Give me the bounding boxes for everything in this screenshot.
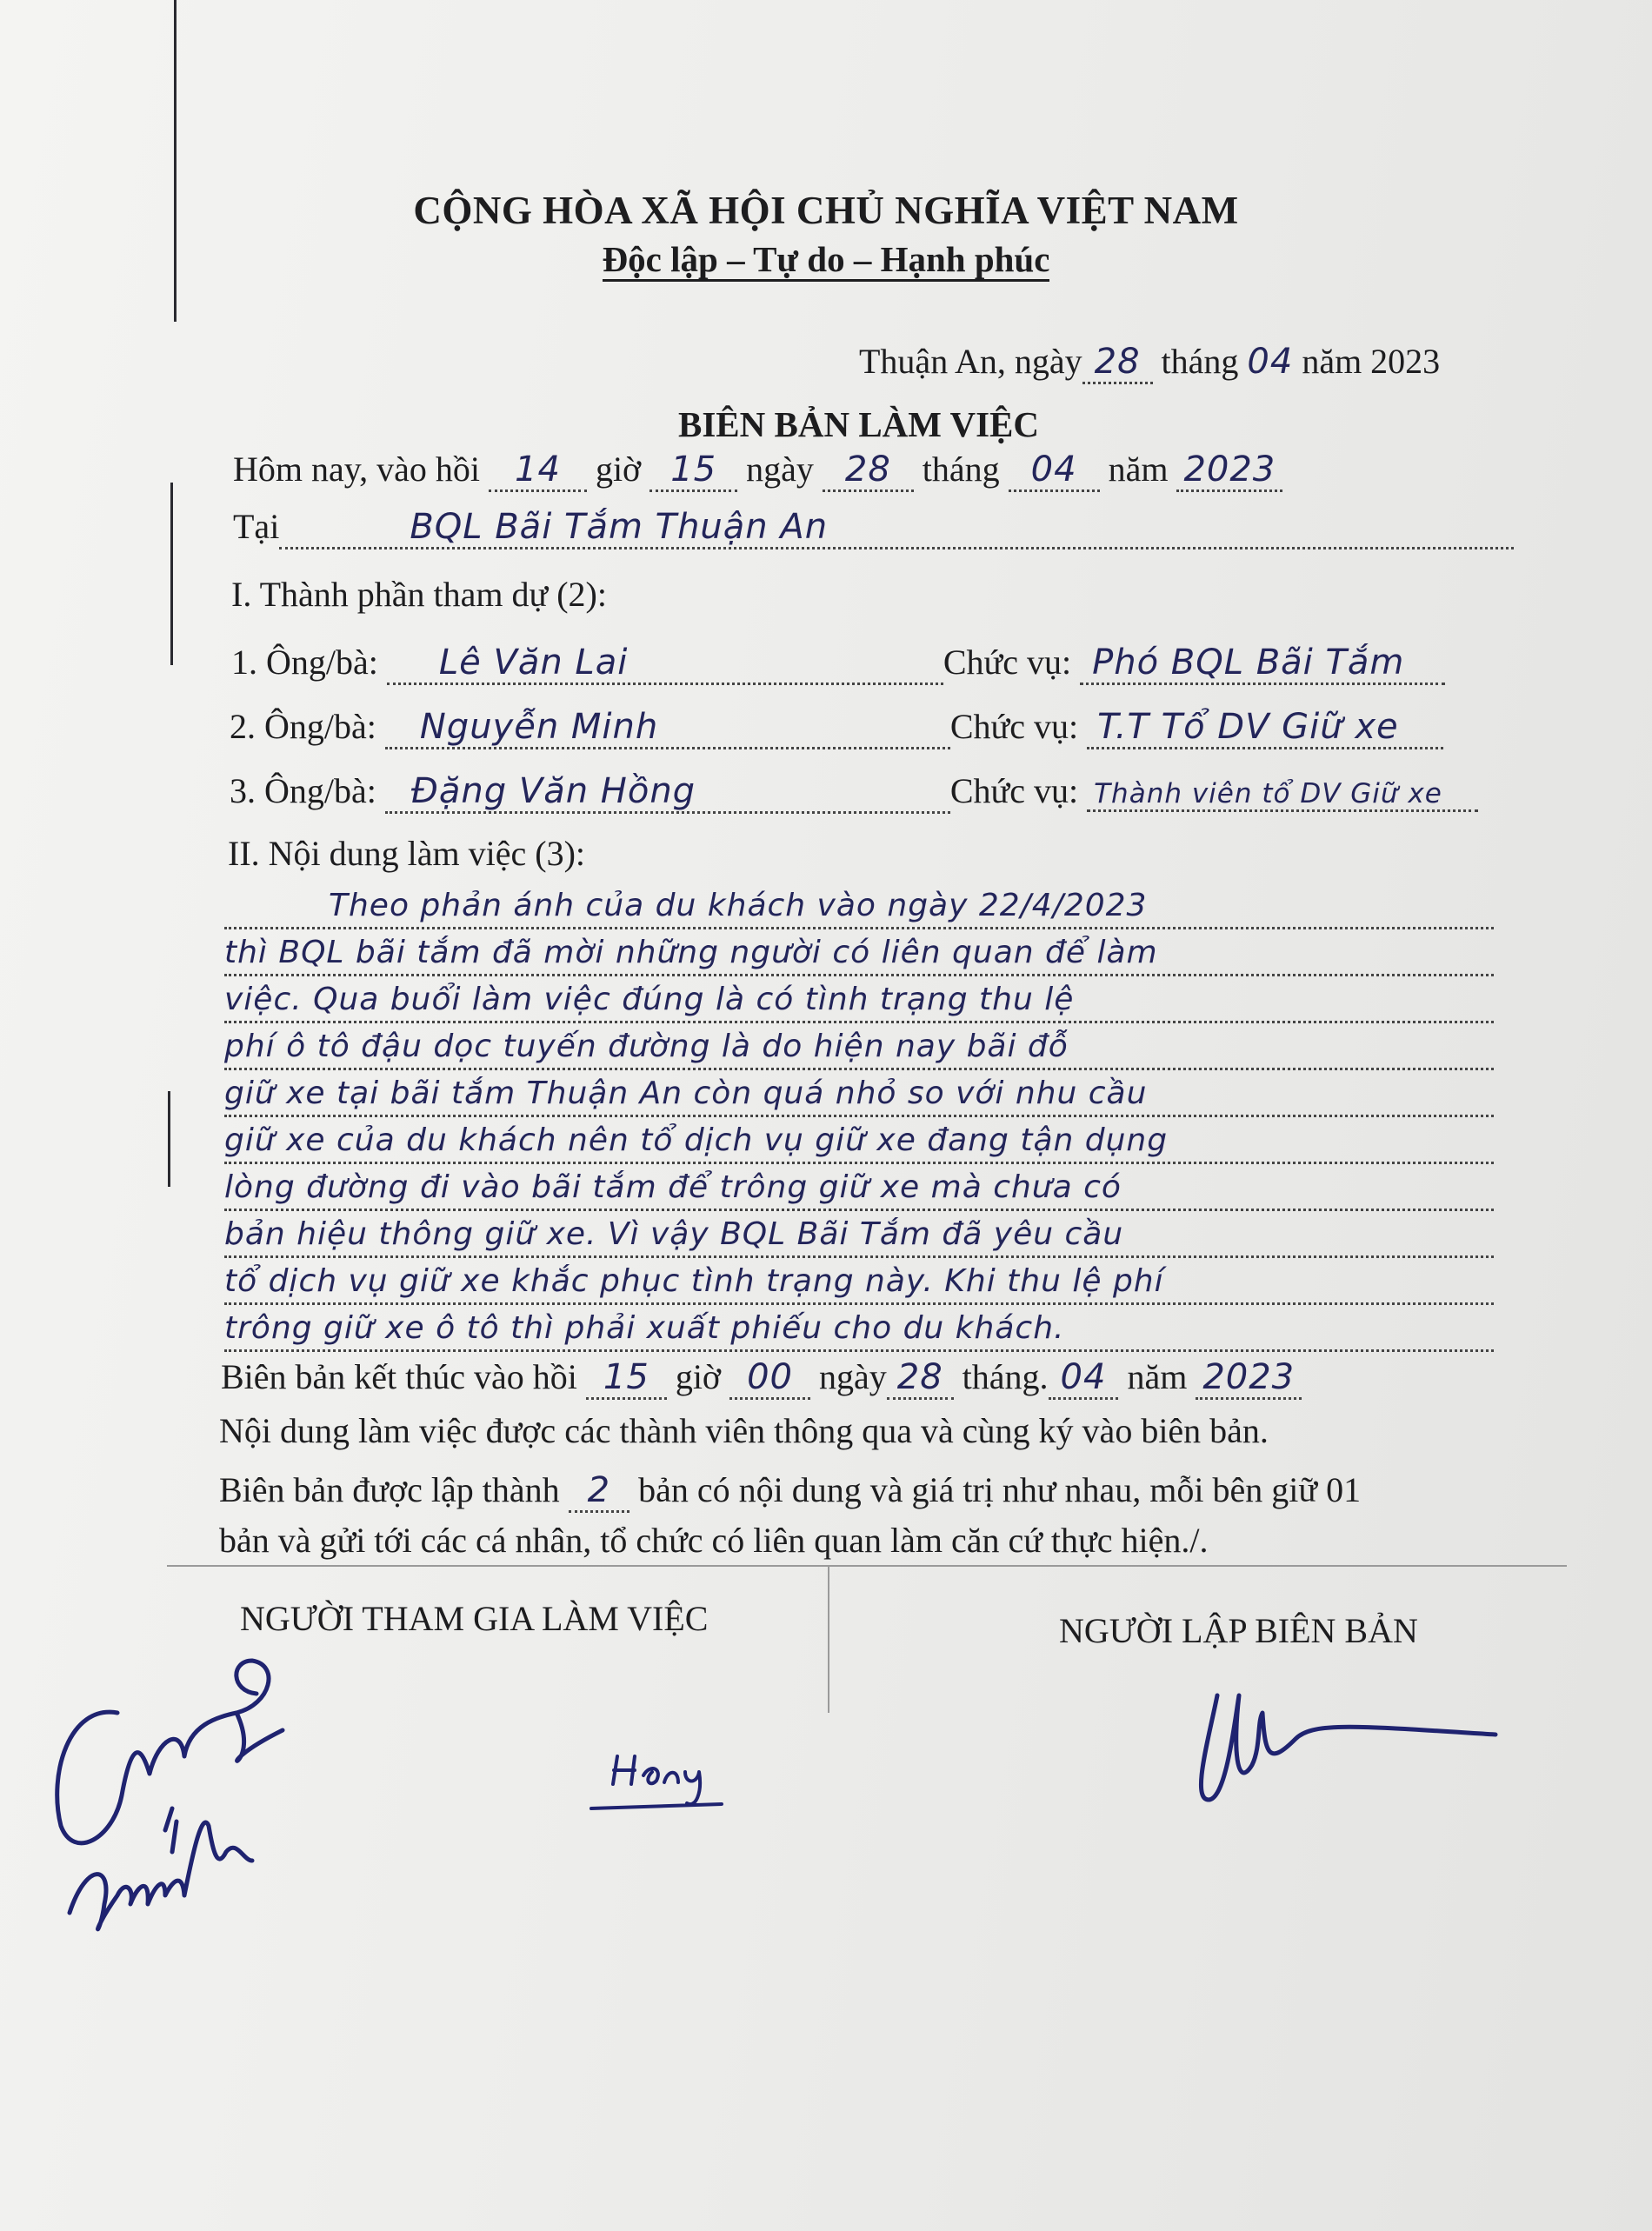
content-text: phí ô tô đậu dọc tuyến đường là do hiện nay bãi đỗ <box>224 1029 1069 1064</box>
closing-month: 04 <box>1049 1357 1119 1400</box>
country-header: CỘNG HÒA XÃ HỘI CHỦ NGHĨA VIỆT NAM <box>413 189 1239 232</box>
content-line <box>224 1215 1494 1258</box>
opening-day: 28 <box>823 450 914 492</box>
content-text: giữ xe của du khách nên tổ dịch vụ giữ xe đang tận dụng <box>224 1122 1169 1158</box>
date-prefix: Thuận An, ngày <box>859 342 1082 381</box>
opening-hour: 14 <box>489 450 587 492</box>
participant-label: 1. Ông/bà: <box>231 643 378 682</box>
participant-role: T.T Tổ DV Giữ xe <box>1087 707 1443 749</box>
content-text: Theo phản ánh của du khách vào ngày 22/4/2023 <box>329 888 1148 923</box>
signature-dang-van-hong <box>548 1730 861 1939</box>
opening-line <box>233 449 1282 492</box>
motto-text: Độc lập – Tự do – Hạnh phúc <box>603 239 1050 282</box>
participant-role: Phó BQL Bãi Tắm <box>1080 643 1445 685</box>
participant-role-label: Chức vụ: <box>949 707 1079 746</box>
content-text: giữ xe tại bãi tắm Thuận An còn quá nhỏ so với nhu cầu <box>224 1076 1148 1111</box>
opening-year: 2023 <box>1176 450 1282 492</box>
participant-role-label: Chức vụ: <box>949 771 1079 810</box>
copies-prefix: Biên bản được lập thành <box>219 1470 560 1509</box>
content-line <box>224 1028 1494 1070</box>
closing-prefix: Biên bản kết thúc vào hồi <box>221 1357 577 1396</box>
date-month-label: tháng <box>1161 342 1239 381</box>
signature-le-van-lai <box>1165 1669 1530 1861</box>
opening-month-label: tháng <box>922 450 1000 489</box>
margin-rule-upper <box>170 483 173 665</box>
participant-row <box>230 770 1478 814</box>
margin-rule-lower <box>168 1091 170 1187</box>
closing-hour: 15 <box>586 1357 667 1400</box>
content-line <box>224 1309 1494 1352</box>
date-month: 04 <box>1247 342 1294 382</box>
approval-line: Nội dung làm việc được các thành viên thông qua và cùng ký vào biên bản. <box>219 1411 1269 1450</box>
closing-line <box>221 1356 1302 1400</box>
participant-name: Lê Văn Lai <box>387 643 943 685</box>
participant-row <box>231 642 1445 685</box>
content-text: lòng đường đi vào bãi tắm để trông giữ xe mà chưa có <box>224 1169 1122 1205</box>
motto-header <box>0 238 1652 280</box>
content-text: bản hiệu thông giữ xe. Vì vậy BQL Bãi Tắm đã yêu cầu <box>224 1216 1124 1252</box>
copies-line <box>219 1469 1361 1513</box>
closing-hour-label: giờ <box>675 1357 722 1396</box>
content-line <box>224 981 1494 1023</box>
closing-year-label: năm <box>1127 1357 1188 1396</box>
signature-nguyen-minh <box>35 1643 348 1974</box>
participant-row <box>230 706 1443 749</box>
left-signature-heading: NGƯỜI THAM GIA LÀM VIỆC <box>240 1599 709 1638</box>
closing-day-label: ngày <box>818 1357 887 1396</box>
content-line <box>224 1075 1494 1117</box>
closing-month-label: tháng. <box>962 1357 1049 1396</box>
signature-column-divider <box>828 1565 829 1713</box>
location-value: BQL Bãi Tắm Thuận An <box>279 507 1514 549</box>
date-line <box>859 341 1440 384</box>
participant-label: 3. Ông/bà: <box>230 771 376 810</box>
opening-year-label: năm <box>1108 450 1169 489</box>
content-text: việc. Qua buổi làm việc đúng là có tình trạng thu lệ <box>224 982 1075 1017</box>
content-line <box>224 887 1494 929</box>
document-title: BIÊN BẢN LÀM VIỆC <box>678 404 1040 444</box>
participant-role-label: Chức vụ: <box>943 643 1072 682</box>
opening-prefix: Hôm nay, vào hồi <box>233 450 481 489</box>
participants-heading: I. Thành phần tham dự (2): <box>231 575 607 614</box>
closing-day: 28 <box>887 1357 954 1400</box>
content-heading: II. Nội dung làm việc (3): <box>228 834 585 873</box>
location-label: Tại <box>233 507 280 546</box>
copies-line-2: bản và gửi tới các cá nhân, tổ chức có liên quan làm căn cứ thực hiện./. <box>219 1521 1209 1560</box>
participant-role: Thành viên tổ DV Giữ xe <box>1087 778 1478 812</box>
date-year-label: năm 2023 <box>1302 342 1441 381</box>
content-text: thì BQL bãi tắm đã mời những người có liên quan để làm <box>224 935 1158 970</box>
location-line <box>233 506 1514 549</box>
content-line <box>224 1169 1494 1211</box>
closing-year: 2023 <box>1196 1357 1302 1400</box>
date-day: 28 <box>1082 342 1153 384</box>
participant-name: Đặng Văn Hồng <box>385 771 950 814</box>
content-line <box>224 934 1494 976</box>
copies-suffix: bản có nội dung và giá trị như nhau, mỗi bên giữ 01 <box>638 1470 1362 1509</box>
opening-month: 04 <box>1009 450 1100 492</box>
closing-minute: 00 <box>729 1357 810 1400</box>
opening-day-label: ngày <box>746 450 814 489</box>
participant-name: Nguyễn Minh <box>385 707 950 749</box>
content-line <box>224 1122 1494 1164</box>
content-text: trông giữ xe ô tô thì phải xuất phiếu cho du khách. <box>224 1310 1065 1346</box>
content-line <box>224 1262 1494 1305</box>
copies-count: 2 <box>569 1470 629 1513</box>
opening-hour-label: giờ <box>595 450 642 489</box>
opening-minute: 15 <box>649 450 737 492</box>
participant-label: 2. Ông/bà: <box>230 707 376 746</box>
right-signature-heading: NGƯỜI LẬP BIÊN BẢN <box>1059 1611 1418 1650</box>
content-text: tổ dịch vụ giữ xe khắc phục tình trạng này. Khi thu lệ phí <box>224 1263 1164 1299</box>
